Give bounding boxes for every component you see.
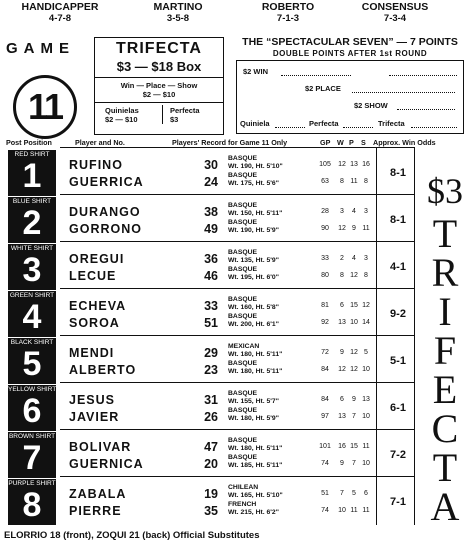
place-label: $2 PLACE xyxy=(305,84,341,93)
player-info xyxy=(228,249,279,264)
stat-shows: 11 xyxy=(362,507,370,514)
handicapper-pick xyxy=(14,2,106,24)
win-odds: 7-1 xyxy=(390,496,406,508)
player-nationality: BASQUE xyxy=(228,202,258,209)
divider xyxy=(162,105,163,124)
banner-letter: T xyxy=(432,211,458,256)
stat-wins: 12 xyxy=(338,161,346,168)
player-number: 49 xyxy=(204,222,218,236)
stat-shows: 16 xyxy=(362,161,370,168)
stat-wins: 9 xyxy=(340,349,344,356)
stat-shows: 11 xyxy=(362,443,370,450)
player-info xyxy=(228,407,279,422)
stat-wins: 6 xyxy=(340,302,344,309)
handicapper-pick-value: 7-3-4 xyxy=(383,13,407,24)
win-amount-line xyxy=(389,75,457,76)
stat-places: 12 xyxy=(350,349,358,356)
odds-column-right-border xyxy=(414,147,415,525)
stat-games-played: 72 xyxy=(321,349,329,356)
shirt-color-label: BROWN SHIRT xyxy=(8,433,56,440)
player-number: 20 xyxy=(204,457,218,471)
player-nationality: BASQUE xyxy=(228,249,258,256)
player-nationality: BASQUE xyxy=(228,390,258,397)
record-header: Players' Record for Game 11 Only xyxy=(172,138,288,147)
row-divider xyxy=(60,241,415,242)
player-number: 31 xyxy=(204,393,218,407)
stat-places: 7 xyxy=(352,413,356,420)
player-info xyxy=(228,155,283,170)
place-entry-line xyxy=(352,92,455,93)
win-label: $2 WIN xyxy=(243,67,269,76)
post-position-number: 5 xyxy=(22,345,42,383)
spectacular-seven-title: THE “SPECTACULAR SEVEN” — 7 POINTS xyxy=(242,36,458,48)
quinielas-price: $2 — $10 xyxy=(105,115,138,124)
perfecta-price: $3 xyxy=(170,115,179,124)
row-divider xyxy=(60,382,415,383)
player-nationality: BASQUE xyxy=(228,407,258,414)
player-name: OREGUI xyxy=(69,252,125,266)
player-name: GUERNICA xyxy=(69,457,144,471)
player-number: 33 xyxy=(204,299,218,313)
banner-letter: I xyxy=(438,289,452,334)
row-divider xyxy=(60,429,415,430)
odds-header: Approx. Win Odds xyxy=(373,138,436,147)
player-weight-height: Wt. 190, Ht. 5'10" xyxy=(228,162,283,170)
player-number: 29 xyxy=(204,346,218,360)
shirt-badge xyxy=(8,244,56,290)
player-header: Player and No. xyxy=(75,138,125,147)
win-place-show-price: $2 — $10 xyxy=(142,90,176,99)
player-info xyxy=(228,266,279,281)
player-weight-height: Wt. 135, Ht. 5'9" xyxy=(228,256,279,264)
banner-letter: A xyxy=(430,484,460,529)
player-info xyxy=(228,172,279,187)
stat-games-played: 84 xyxy=(321,366,329,373)
shirt-color-label: PURPLE SHIRT xyxy=(8,480,56,487)
stat-wins: 9 xyxy=(340,460,344,467)
stat-wins: 7 xyxy=(340,490,344,497)
trifecta-entry-line xyxy=(411,127,457,128)
stat-games-played: 33 xyxy=(321,255,329,262)
stat-games-played: 101 xyxy=(319,443,331,450)
stat-games-played: 105 xyxy=(319,161,331,168)
handicapper-pick xyxy=(247,2,329,24)
stat-shows: 10 xyxy=(362,460,370,467)
stat-wins: 16 xyxy=(338,443,346,450)
post-position-number: 1 xyxy=(22,157,42,195)
stat-shows: 10 xyxy=(362,366,370,373)
win-odds: 6-1 xyxy=(390,402,406,414)
banner-letter: F xyxy=(433,328,457,373)
player-number: 46 xyxy=(204,269,218,283)
player-nationality: BASQUE xyxy=(228,219,258,226)
player-nationality: BASQUE xyxy=(228,155,258,162)
stat-places: 5 xyxy=(352,490,356,497)
player-nationality: BASQUE xyxy=(228,454,258,461)
shirt-badge xyxy=(8,432,56,478)
win-odds: 8-1 xyxy=(390,214,406,226)
spectacular-seven-subtitle: DOUBLE POINTS AFTER 1st ROUND xyxy=(272,49,428,58)
s-header: S xyxy=(361,138,366,147)
stat-wins: 13 xyxy=(338,413,346,420)
shirt-color-label: YELLOW SHIRT xyxy=(8,386,57,393)
trifecta-pricing-box xyxy=(94,37,224,135)
stat-places: 15 xyxy=(350,443,358,450)
quinielas-label: Quinielas xyxy=(105,106,139,115)
post-position-header: Post Position xyxy=(6,138,52,147)
player-name: SOROA xyxy=(69,316,120,330)
player-weight-height: Wt. 150, Ht. 5'11" xyxy=(228,209,283,217)
shirt-badge xyxy=(8,150,56,196)
player-name: RUFINO xyxy=(69,158,123,172)
player-info xyxy=(228,296,279,311)
player-name: JAVIER xyxy=(69,410,120,424)
stat-shows: 13 xyxy=(362,396,370,403)
row-divider xyxy=(60,335,415,336)
official-substitutes: ELORRIO 18 (front), ZOQUI 21 (back) Official Substitutes xyxy=(4,530,260,541)
shirt-color-label: GREEN SHIRT xyxy=(9,292,55,299)
row-divider xyxy=(60,194,415,195)
trifecta-label: Trifecta xyxy=(378,119,405,128)
player-weight-height: Wt. 165, Ht. 5'10" xyxy=(228,491,283,499)
p-header: P xyxy=(349,138,354,147)
banner-letter: C xyxy=(431,406,459,451)
stat-games-played: 63 xyxy=(321,178,329,185)
win-odds: 5-1 xyxy=(390,355,406,367)
shirt-color-label: RED SHIRT xyxy=(14,151,50,158)
perfecta-label: Perfecta xyxy=(309,119,339,128)
player-nationality: BASQUE xyxy=(228,266,258,273)
handicapper-name: CONSENSUS xyxy=(361,1,429,13)
player-info xyxy=(228,202,282,217)
stat-places: 12 xyxy=(350,366,358,373)
player-number: 30 xyxy=(204,158,218,172)
player-info xyxy=(228,484,283,499)
post-position-number: 4 xyxy=(22,298,42,336)
player-name: MENDI xyxy=(69,346,115,360)
stat-games-played: 74 xyxy=(321,460,329,467)
handicapper-pick xyxy=(132,2,224,24)
shirt-badge xyxy=(8,479,56,525)
player-number: 23 xyxy=(204,363,218,377)
stat-wins: 3 xyxy=(340,208,344,215)
perfecta-label: Perfecta xyxy=(170,106,200,115)
player-weight-height: Wt. 190, Ht. 5'9" xyxy=(228,226,279,234)
stat-shows: 6 xyxy=(364,490,368,497)
win-odds: 9-2 xyxy=(390,308,406,320)
stat-shows: 3 xyxy=(364,255,368,262)
stat-shows: 12 xyxy=(362,302,370,309)
handicapper-name: ROBERTO xyxy=(261,1,315,13)
win-odds: 7-2 xyxy=(390,449,406,461)
handicapper-name: HANDICAPPER xyxy=(21,1,99,13)
player-name: GUERRICA xyxy=(69,175,144,189)
stat-wins: 6 xyxy=(340,396,344,403)
stat-games-played: 90 xyxy=(321,225,329,232)
stat-places: 10 xyxy=(350,319,358,326)
handicapper-pick-value: 3-5-8 xyxy=(166,13,190,24)
player-weight-height: Wt. 180, Ht. 5'11" xyxy=(228,367,283,375)
player-name: ECHEVA xyxy=(69,299,127,313)
handicapper-name: MARTINO xyxy=(153,1,203,13)
player-number: 51 xyxy=(204,316,218,330)
stat-games-played: 92 xyxy=(321,319,329,326)
handicapper-pick-value: 4-7-8 xyxy=(48,13,72,24)
win-odds: 4-1 xyxy=(390,261,406,273)
show-label: $2 SHOW xyxy=(354,101,388,110)
player-weight-height: Wt. 160, Ht. 5'8" xyxy=(228,303,279,311)
handicapper-pick xyxy=(345,2,445,24)
player-number: 38 xyxy=(204,205,218,219)
player-name: DURANGO xyxy=(69,205,141,219)
player-info xyxy=(228,501,279,516)
win-place-show-label: Win — Place — Show xyxy=(120,81,198,90)
player-nationality: BASQUE xyxy=(228,313,258,320)
stat-games-played: 81 xyxy=(321,302,329,309)
player-weight-height: Wt. 180, Ht. 5'11" xyxy=(228,350,283,358)
player-weight-height: Wt. 180, Ht. 5'9" xyxy=(228,414,279,422)
player-number: 26 xyxy=(204,410,218,424)
shirt-color-label: BLACK SHIRT xyxy=(10,339,54,346)
player-name: BOLIVAR xyxy=(69,440,132,454)
player-info xyxy=(228,454,282,469)
post-position-number: 2 xyxy=(22,204,42,242)
stat-wins: 8 xyxy=(340,272,344,279)
player-name: GORRONO xyxy=(69,222,142,236)
stat-wins: 8 xyxy=(340,178,344,185)
stat-places: 4 xyxy=(352,255,356,262)
stat-places: 9 xyxy=(352,396,356,403)
stat-wins: 13 xyxy=(338,319,346,326)
stat-games-played: 51 xyxy=(321,490,329,497)
stat-games-played: 80 xyxy=(321,272,329,279)
win-entry-line xyxy=(281,75,351,76)
player-info xyxy=(228,313,279,328)
stat-shows: 8 xyxy=(364,272,368,279)
row-divider xyxy=(60,476,415,477)
side-banner-price: $3 xyxy=(427,171,463,211)
table-top-rule xyxy=(60,147,415,148)
player-number: 19 xyxy=(204,487,218,501)
shirt-badge xyxy=(8,197,56,243)
gp-header: GP xyxy=(320,138,331,147)
quiniela-entry-line xyxy=(275,127,305,128)
stat-places: 11 xyxy=(350,178,358,185)
shirt-badge xyxy=(8,291,56,337)
stat-wins: 2 xyxy=(340,255,344,262)
stat-places: 15 xyxy=(350,302,358,309)
player-weight-height: Wt. 180, Ht. 5'11" xyxy=(228,444,283,452)
stat-shows: 14 xyxy=(362,319,370,326)
player-weight-height: Wt. 175, Ht. 5'6" xyxy=(228,179,279,187)
player-weight-height: Wt. 215, Ht. 6'2" xyxy=(228,508,279,516)
stat-shows: 8 xyxy=(364,178,368,185)
stat-wins: 12 xyxy=(338,225,346,232)
handicapper-pick-value: 7-1-3 xyxy=(276,13,300,24)
player-number: 47 xyxy=(204,440,218,454)
player-name: PIERRE xyxy=(69,504,122,518)
player-info xyxy=(228,360,282,375)
stat-games-played: 28 xyxy=(321,208,329,215)
stat-shows: 3 xyxy=(364,208,368,215)
trifecta-title: TRIFECTA xyxy=(116,40,202,57)
player-info xyxy=(228,437,282,452)
spectacular-seven-box xyxy=(236,60,464,134)
show-entry-line xyxy=(397,109,455,110)
stat-shows: 5 xyxy=(364,349,368,356)
player-weight-height: Wt. 200, Ht. 6'1" xyxy=(228,320,279,328)
post-position-number: 8 xyxy=(22,486,42,524)
player-name: JESUS xyxy=(69,393,115,407)
stat-games-played: 74 xyxy=(321,507,329,514)
player-weight-height: Wt. 185, Ht. 5'11" xyxy=(228,461,283,469)
stat-shows: 10 xyxy=(362,413,370,420)
player-nationality: BASQUE xyxy=(228,172,258,179)
shirt-color-label: BLUE SHIRT xyxy=(12,198,52,205)
player-nationality: BASQUE xyxy=(228,437,258,444)
stat-games-played: 84 xyxy=(321,396,329,403)
stat-places: 7 xyxy=(352,460,356,467)
quiniela-label: Quiniela xyxy=(240,119,270,128)
player-name: LECUE xyxy=(69,269,117,283)
banner-letter: R xyxy=(431,250,459,295)
player-number: 35 xyxy=(204,504,218,518)
stat-places: 13 xyxy=(350,161,358,168)
player-info xyxy=(228,390,279,405)
trifecta-price: $3 — $18 Box xyxy=(116,59,202,74)
player-info xyxy=(228,219,279,234)
stat-places: 12 xyxy=(350,272,358,279)
stat-places: 11 xyxy=(350,507,358,514)
odds-column-divider xyxy=(376,147,377,525)
player-weight-height: Wt. 195, Ht. 6'0" xyxy=(228,273,279,281)
post-position-number: 6 xyxy=(22,392,42,430)
shirt-badge xyxy=(8,385,56,431)
stat-places: 9 xyxy=(352,225,356,232)
w-header: W xyxy=(337,138,344,147)
game-label: GAME xyxy=(6,40,75,57)
stat-shows: 11 xyxy=(362,225,370,232)
player-number: 36 xyxy=(204,252,218,266)
banner-letter: T xyxy=(432,445,458,490)
stat-wins: 12 xyxy=(338,366,346,373)
banner-letter: E xyxy=(432,367,458,412)
player-number: 24 xyxy=(204,175,218,189)
game-number-badge: 11 xyxy=(13,75,77,139)
player-nationality: FRENCH xyxy=(228,501,257,508)
shirt-color-label: WHITE SHIRT xyxy=(10,245,54,252)
player-weight-height: Wt. 155, Ht. 5'7" xyxy=(228,397,279,405)
player-nationality: MEXICAN xyxy=(228,343,260,350)
player-nationality: CHILEAN xyxy=(228,484,259,491)
stat-wins: 10 xyxy=(338,507,346,514)
row-divider xyxy=(60,288,415,289)
post-position-number: 3 xyxy=(22,251,42,289)
player-nationality: BASQUE xyxy=(228,296,258,303)
perfecta-entry-line xyxy=(343,127,373,128)
player-nationality: BASQUE xyxy=(228,360,258,367)
player-name: ZABALA xyxy=(69,487,127,501)
player-name: ALBERTO xyxy=(69,363,137,377)
player-info xyxy=(228,343,282,358)
post-position-number: 7 xyxy=(22,439,42,477)
stat-places: 4 xyxy=(352,208,356,215)
win-odds: 8-1 xyxy=(390,167,406,179)
shirt-badge xyxy=(8,338,56,384)
stat-games-played: 97 xyxy=(321,413,329,420)
